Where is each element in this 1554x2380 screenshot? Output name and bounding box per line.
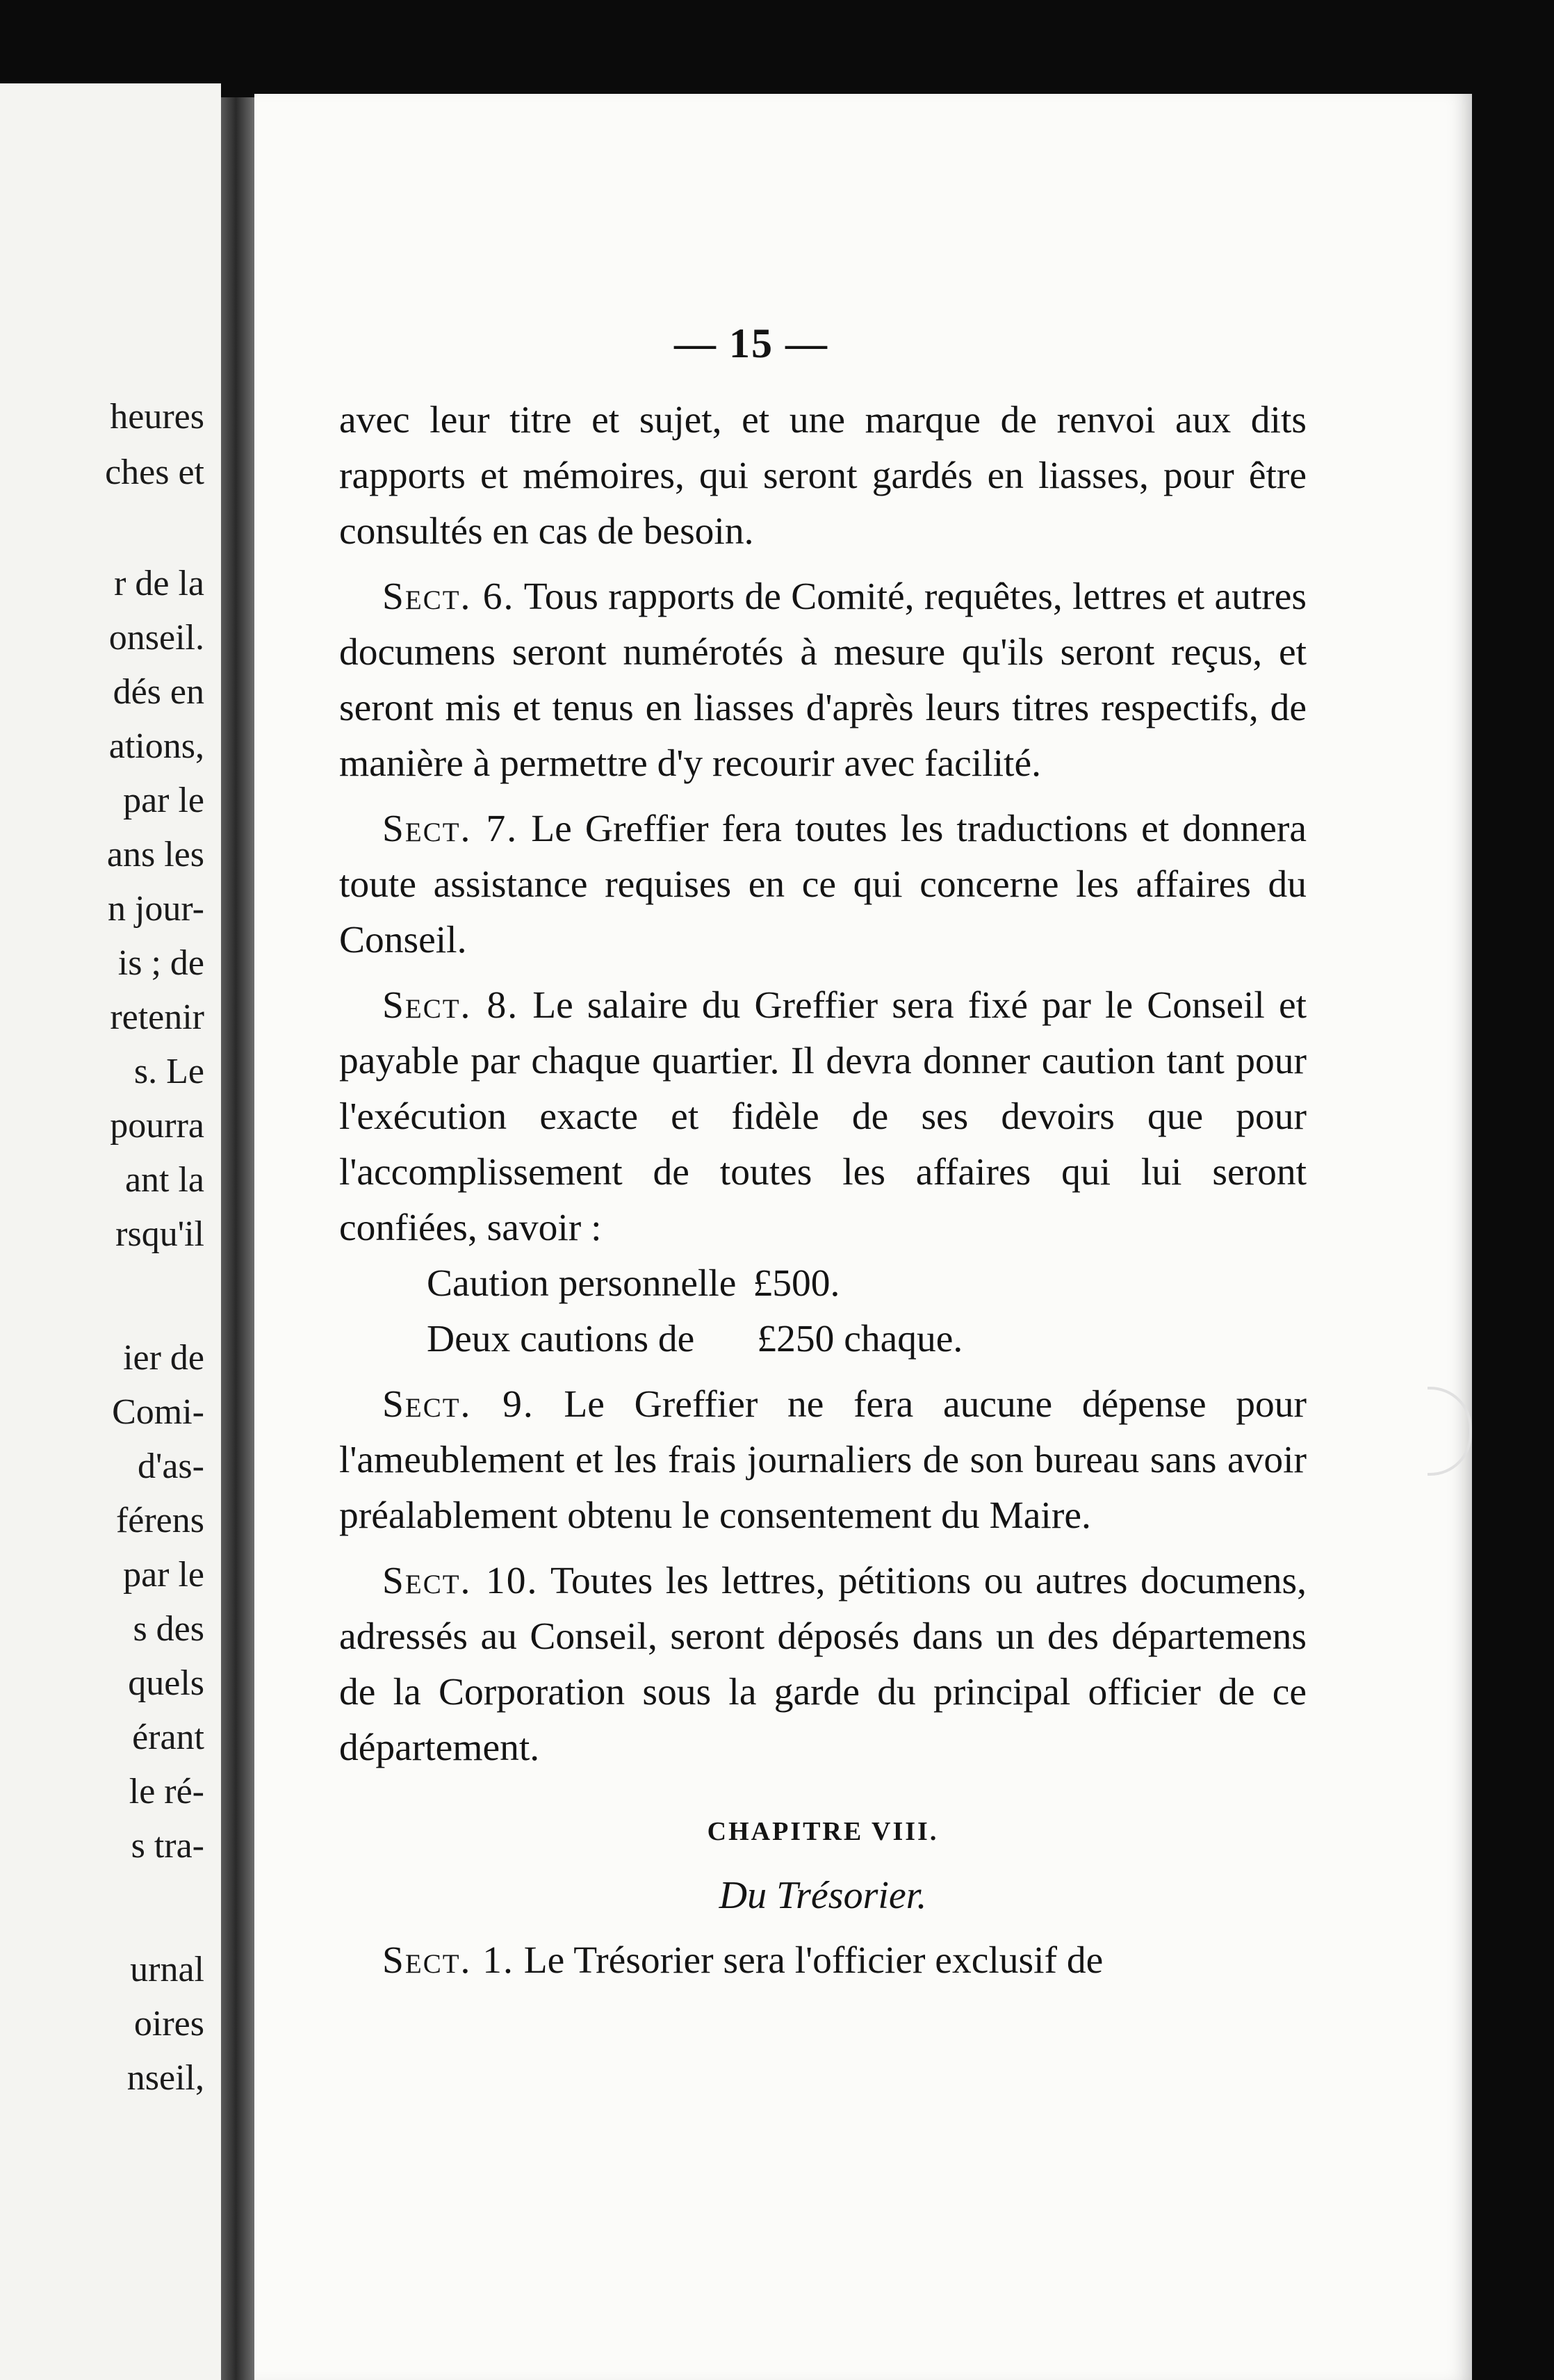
caution-line xyxy=(339,1256,1307,1312)
book-gutter xyxy=(221,97,254,2380)
left-page-line: n jour- xyxy=(107,889,204,929)
section-text: Tous rapports de Comité, requêtes, lettres et autres documens seront numérotés à mesure qu'ils seront reçus, et seront mis et tenus en liasses d'après leurs titres respectifs, de manière à permettre d'y recourir avec facilité. xyxy=(339,576,1307,785)
caution-amount: £500. xyxy=(753,1262,840,1305)
left-page-line: nseil, xyxy=(126,2058,204,2098)
left-page-line: ans les xyxy=(106,835,204,874)
left-page-line: oires xyxy=(133,2004,204,2044)
left-page-line: s. Le xyxy=(133,1052,204,1091)
section-paragraph xyxy=(339,1933,1307,1989)
left-page-line: Comi- xyxy=(112,1392,204,1432)
caution-label: Caution personnelle xyxy=(427,1262,737,1305)
page-text-block xyxy=(339,393,1307,1989)
opening-paragraph: avec leur titre et sujet, et une marque de renvoi aux dits rapports et mémoires, qui seront gardés en liasses, pour être consultés en cas de besoin. xyxy=(339,399,1307,553)
page-edge-mark xyxy=(1428,1387,1472,1476)
caution-line xyxy=(339,1312,1307,1367)
section-paragraph xyxy=(339,801,1307,968)
chapter-heading: CHAPITRE VIII. xyxy=(707,1817,939,1846)
section-text: Toutes les lettres, pétitions ou autres documens, adressés au Conseil, seront déposés dans un des départemens de la Corporation sous la garde du principal officier de ce département. xyxy=(339,1560,1307,1769)
left-page-line: ches et xyxy=(105,453,204,492)
left-page-line: s des xyxy=(133,1609,204,1649)
section-label: Sect. 7. xyxy=(382,808,518,850)
left-page-line: onseil. xyxy=(108,618,204,658)
section-paragraph xyxy=(339,1377,1307,1544)
left-page-line: par le xyxy=(123,781,204,820)
section-paragraph xyxy=(339,978,1307,1256)
caution-amount: £250 chaque. xyxy=(757,1318,963,1360)
section-label: Sect. 10. xyxy=(382,1560,539,1602)
section-label: Sect. 9. xyxy=(382,1383,534,1426)
left-page-line: s tra- xyxy=(131,1826,204,1866)
section-text: Le Trésorier sera l'officier exclusif de xyxy=(523,1939,1104,1982)
section-label: Sect. 8. xyxy=(382,984,519,1027)
left-page-line: érant xyxy=(132,1718,204,1757)
left-page-line: retenir xyxy=(110,997,204,1037)
left-page-line: r de la xyxy=(114,564,204,603)
left-page-line: is ; de xyxy=(117,943,204,983)
left-page-line: ations, xyxy=(108,726,204,766)
left-page-line: le ré- xyxy=(129,1772,204,1811)
section-text: Le Greffier ne fera aucune dépense pour l'ameublement et les frais journaliers de son bureau sans avoir préalablement obtenu le consentement du Maire. xyxy=(339,1383,1307,1537)
section-text: Le salaire du Greffier sera fixé par le Conseil et payable par chaque quartier. Il devra donner caution tant pour l'exécution exacte et fidèle de ses devoirs que pour l'accomplissement de toutes les affaires qui lui seront confiées, savoir : xyxy=(339,984,1307,1249)
main-page xyxy=(254,94,1472,2380)
left-page-line: urnal xyxy=(130,1950,204,1989)
left-page-line: rsqu'il xyxy=(115,1214,204,1254)
left-facing-page xyxy=(0,83,221,2380)
left-page-line: d'as- xyxy=(137,1446,204,1486)
chapter-subtitle: Du Trésorier. xyxy=(719,1874,927,1917)
left-page-line: ant la xyxy=(124,1160,204,1200)
left-page-line: ier de xyxy=(123,1338,204,1378)
left-page-line: quels xyxy=(128,1663,204,1703)
left-page-line: heures xyxy=(110,397,204,437)
left-page-line: pourra xyxy=(110,1106,204,1146)
section-paragraph xyxy=(339,1554,1307,1776)
section-paragraph xyxy=(339,569,1307,792)
page-number: — 15 — xyxy=(674,320,828,366)
section-label: Sect. 6. xyxy=(382,576,515,618)
left-page-line: par le xyxy=(123,1555,204,1595)
section-text: Le Greffier fera toutes les traductions et donnera toute assistance requises en ce qui concerne les affaires du Conseil. xyxy=(339,808,1307,961)
left-page-line: férens xyxy=(115,1501,204,1540)
left-page-line: dés en xyxy=(113,672,204,712)
section-label: Sect. 1. xyxy=(382,1939,514,1982)
caution-label: Deux cautions de xyxy=(427,1318,695,1360)
